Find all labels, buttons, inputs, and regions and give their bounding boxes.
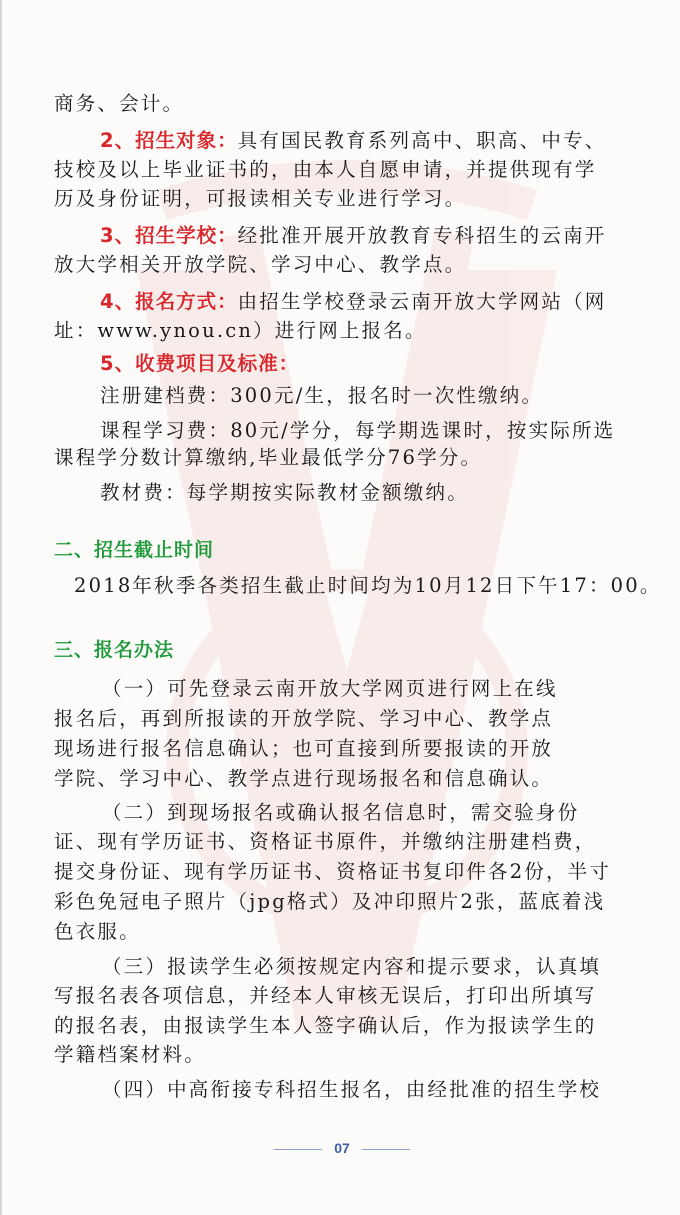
fee-item: 课程学习费：80元/学分，每学期选课时，按实际所选	[100, 419, 616, 442]
paragraph-line: 商务、会计。	[54, 92, 185, 115]
section-label: 3、招生学校：	[100, 224, 238, 247]
paragraph-line: （二）到现场报名或确认报名信息时，需交验身份	[102, 801, 580, 824]
page-footer	[2, 1140, 680, 1156]
section-label: 2、招生对象：	[100, 129, 238, 152]
paragraph-line: 色衣服。	[54, 920, 141, 943]
paragraph-line: 技校及以上毕业证书的，由本人自愿申请，并提供现有学	[54, 158, 597, 181]
paragraph-text: 由招生学校登录云南开放大学网站（网	[237, 290, 607, 313]
paragraph-line: 报名后，再到所报读的开放学院、学习中心、教学点	[54, 707, 554, 730]
paragraph-line: 学院、学习中心、教学点进行现场报名和信息确认。	[54, 767, 554, 790]
registration-method-line	[100, 290, 606, 314]
paragraph-line: 证、现有学历证书、资格证书原件，并缴纳注册建档费，	[54, 830, 597, 853]
page-number: 07	[334, 1140, 350, 1156]
paragraph-line: 的报名表，由报读学生本人签字确认后，作为报读学生的	[54, 1014, 597, 1037]
fee-item: 注册建档费：300元/生，报名时一次性缴纳。	[100, 384, 544, 407]
university-logo-watermark	[97, 150, 597, 1050]
enrollment-target-line	[100, 129, 606, 153]
paragraph-line: 址：www.ynou.cn）进行网上报名。	[54, 319, 427, 342]
paragraph-line: 历及身份证明，可报读相关专业进行学习。	[54, 187, 467, 210]
paragraph-text: 经批准开展开放教育专科招生的云南开	[237, 224, 607, 247]
paragraph-line: （四）中高衔接专科招生报名，由经批准的招生学校	[102, 1078, 602, 1101]
paragraph-line: 学籍档案材料。	[54, 1043, 206, 1066]
fee-section-label: 5、收费项目及标准：	[100, 352, 300, 375]
paragraph-line: （一）可先登录云南开放大学网页进行网上在线	[102, 677, 558, 700]
deadline-text: 2018年秋季各类招生截止时间均为10月12日下午17：00。	[74, 574, 662, 597]
paragraph-line: 写报名表各项信息，并经本人审核无误后，打印出所填写	[54, 984, 597, 1007]
paragraph-text: 具有国民教育系列高中、职高、中专、	[237, 129, 607, 152]
section-label: 4、报名方式：	[100, 290, 238, 313]
enrollment-school-line	[100, 224, 606, 248]
footer-rule-right	[362, 1149, 410, 1150]
paragraph-line: 彩色免冠电子照片（jpg格式）及冲印照片2张，蓝底着浅	[54, 890, 606, 913]
paragraph-line: 放大学相关开放学院、学习中心、教学点。	[54, 253, 467, 276]
fee-item: 教材费：每学期按实际教材金额缴纳。	[100, 481, 469, 504]
section-heading: 二、招生截止时间	[54, 539, 215, 561]
footer-rule-left	[274, 1149, 322, 1150]
paragraph-line: 提交身份证、现有学历证书、资格证书复印件各2份，半寸	[54, 860, 612, 883]
paragraph-line: （三）报读学生必须按规定内容和提示要求，认真填	[102, 955, 602, 978]
paragraph-line: 现场进行报名信息确认；也可直接到所要报读的开放	[54, 737, 554, 760]
section-heading: 三、报名办法	[54, 639, 175, 661]
paragraph-line: 课程学分数计算缴纳,毕业最低学分76学分。	[54, 446, 483, 469]
